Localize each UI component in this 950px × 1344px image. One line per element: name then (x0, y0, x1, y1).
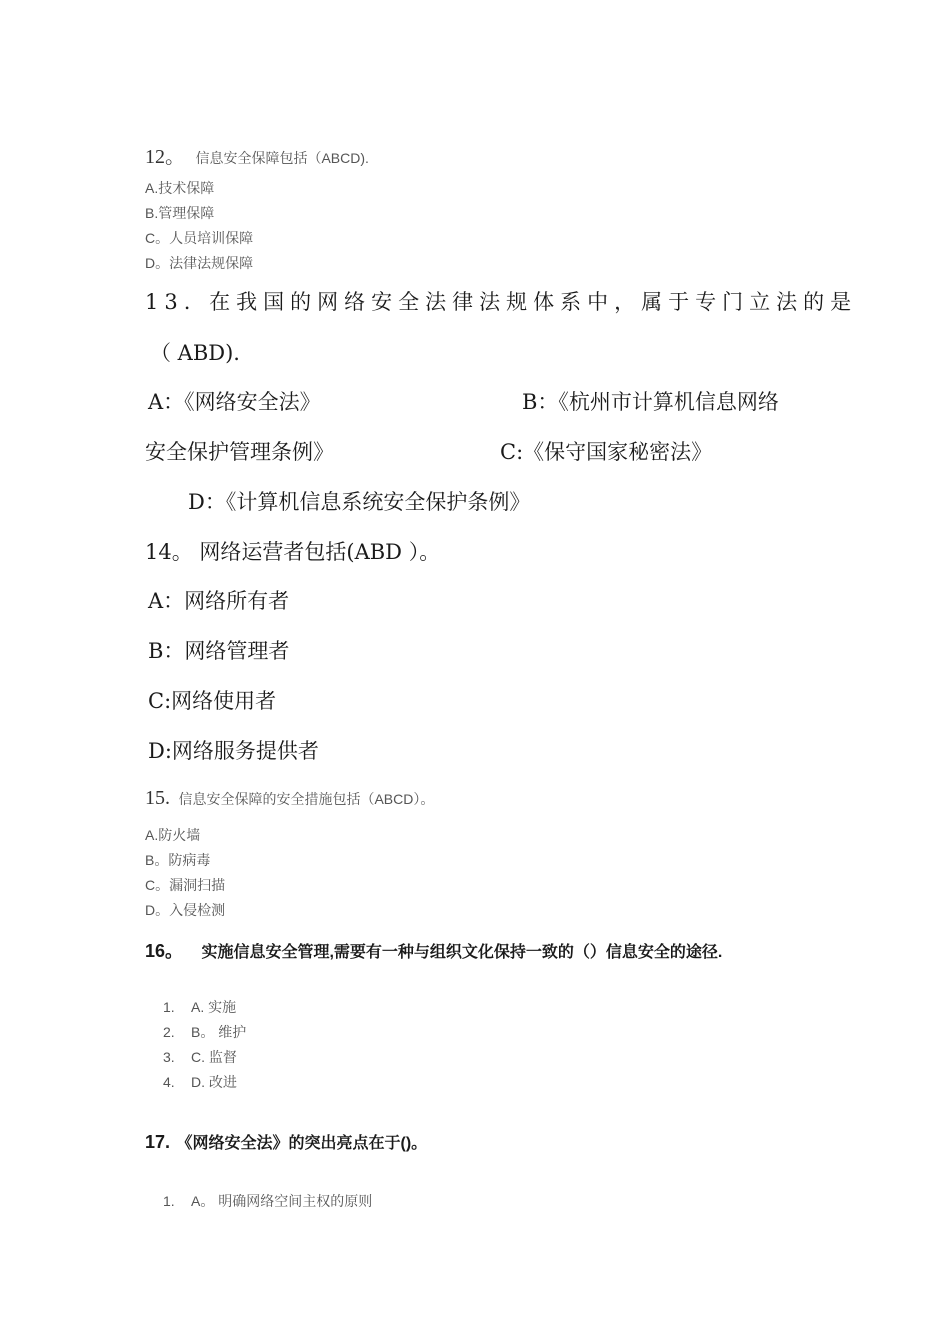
list-number: 1. (163, 1193, 175, 1209)
question-13-option-c: C:《保守国家秘密法》 (500, 440, 713, 464)
question-14-text: 14。 网络运营者包括(ABD ）。 (145, 540, 441, 564)
question-15-text: 信息安全保障的安全措施包括（ABCD）。 (178, 791, 435, 807)
question-15-option-d: D。入侵检测 (145, 902, 226, 918)
question-16-item-2 (163, 1022, 246, 1042)
question-12-text: 信息安全保障包括（ABCD). (195, 150, 369, 166)
question-17-heading (145, 1130, 427, 1153)
question-14-option-c: C:网络使用者 (148, 689, 277, 713)
list-text: A. 实施 (191, 999, 237, 1015)
question-14-option-b: B：网络管理者 (148, 639, 290, 663)
question-17-item-1 (163, 1191, 372, 1211)
question-12-option-d: D。法律法规保障 (145, 255, 254, 271)
question-16-item-3 (163, 1047, 237, 1067)
question-12-heading (145, 140, 369, 169)
list-text: D. 改进 (191, 1074, 237, 1090)
question-13-line-2: （ ABD). (150, 341, 240, 365)
question-16-item-1 (163, 997, 236, 1017)
question-16-number: 16。 (145, 941, 184, 961)
list-text: A。 明确网络空间主权的原则 (191, 1193, 373, 1209)
question-15-number: 15. (145, 787, 170, 809)
question-15-option-a: A.防火墙 (145, 827, 201, 843)
list-text: C. 监督 (191, 1049, 237, 1065)
question-16-heading (145, 937, 722, 963)
list-number: 2. (163, 1024, 175, 1040)
question-13-option-d: D：《计算机信息系统安全保护条例》 (188, 490, 531, 514)
question-13-option-a: A：《网络安全法》 (148, 390, 321, 414)
question-15-option-b: B。防病毒 (145, 852, 211, 868)
question-13-line-1: 13. 在我国的网络安全法律法规体系中，属于专门立法的是 (145, 290, 858, 314)
question-17-text: 《网络安全法》的突出亮点在于()。 (176, 1135, 428, 1152)
question-14-option-d: D:网络服务提供者 (148, 739, 319, 763)
list-number: 4. (163, 1074, 175, 1090)
question-12-option-b: B.管理保障 (145, 205, 215, 221)
question-12-number: 12。 (145, 146, 185, 168)
question-14-option-a: A：网络所有者 (148, 589, 290, 613)
question-13-option-b: B：《杭州市计算机信息网络 (522, 390, 779, 414)
list-number: 1. (163, 999, 175, 1015)
question-15-heading (145, 787, 434, 810)
question-12-option-c: C。人员培训保障 (145, 230, 254, 246)
question-13-option-b-cont: 安全保护管理条例》 (145, 440, 334, 464)
question-16-text: 实施信息安全管理,需要有一种与组织文化保持一致的（）信息安全的途径. (201, 944, 723, 961)
question-16-item-4 (163, 1072, 237, 1092)
list-number: 3. (163, 1049, 175, 1065)
question-12-option-a: A.技术保障 (145, 180, 215, 196)
list-text: B。 维护 (191, 1024, 247, 1040)
question-17-number: 17. (145, 1132, 171, 1152)
question-15-option-c: C。漏洞扫描 (145, 877, 226, 893)
